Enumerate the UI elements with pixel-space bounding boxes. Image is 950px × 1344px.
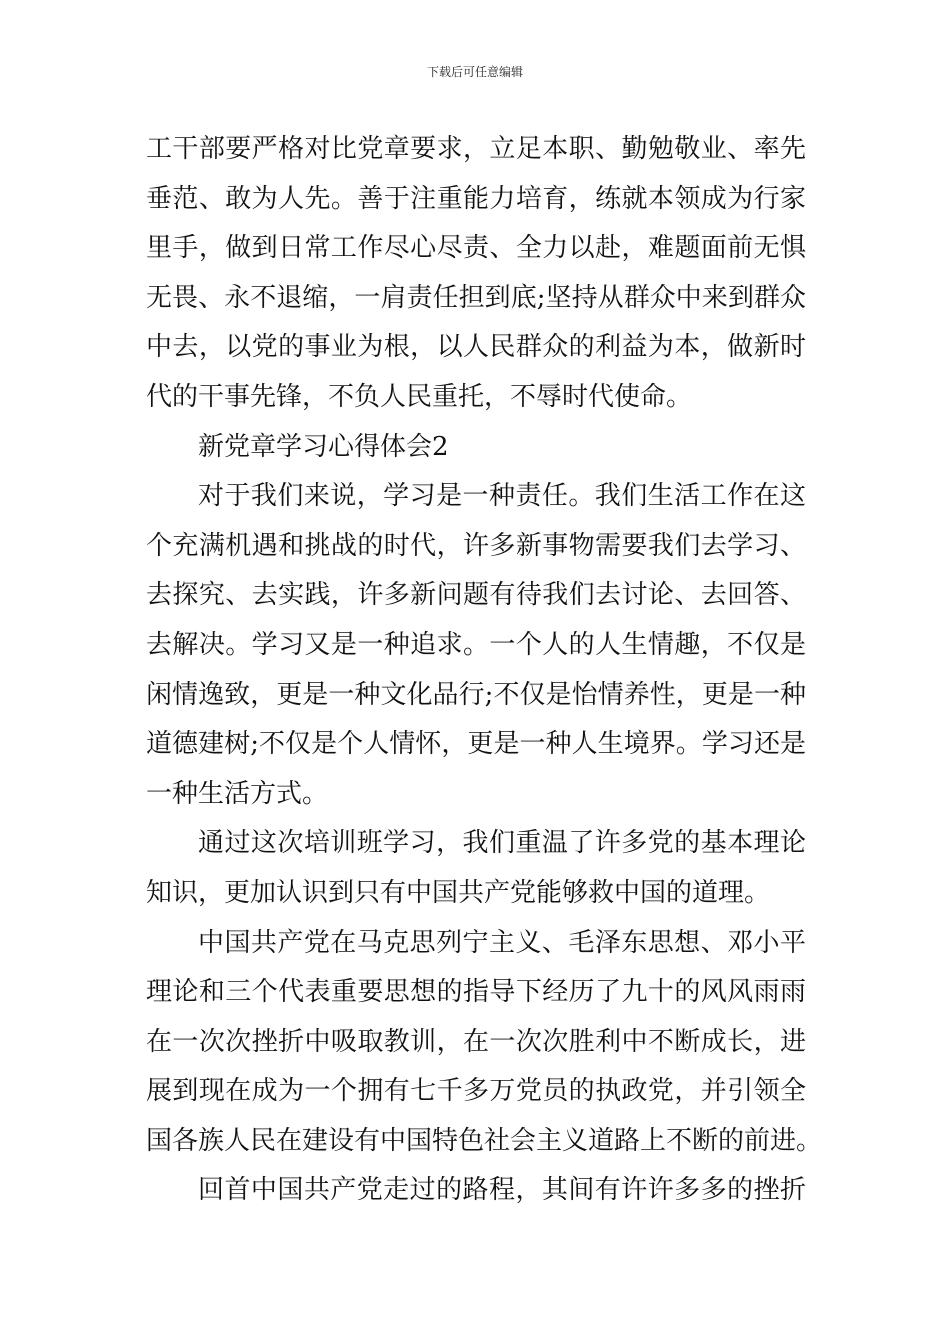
text-line: 回首中国共产党走过的路程，其间有许许多多的挫折 (198, 1175, 806, 1206)
text-line: 闲情逸致，更是一种文化品行;不仅是怡情养性，更是一种 (146, 679, 806, 710)
text-line: 垂范、敢为人先。善于注重能力培育，练就本领成为行家 (146, 183, 806, 214)
text-line: 里手，做到日常工作尽心尽责、全力以赴，难题面前无惧 (146, 233, 806, 264)
text-line: 知识，更加认识到只有中国共产党能够救中国的道理。 (146, 877, 771, 908)
page-header-note: 下载后可任意编辑 (426, 65, 523, 79)
text-line: 对于我们来说，学习是一种责任。我们生活工作在这 (198, 481, 806, 512)
document-body (146, 125, 823, 1216)
text-line: 通过这次培训班学习，我们重温了许多党的基本理论 (198, 828, 806, 859)
text-line: 去解决。学习又是一种追求。一个人的人生情趣，不仅是 (146, 629, 806, 660)
section-heading: 新党章学习心得体会2 (198, 431, 449, 462)
text-line: 国各族人民在建设有中国特色社会主义道路上不断的前进。 (146, 1125, 823, 1156)
text-line: 理论和三个代表重要思想的指导下经历了九十的风风雨雨 (146, 977, 806, 1008)
text-line: 一种生活方式。 (146, 778, 329, 809)
text-line: 在一次次挫折中吸取教训，在一次次胜利中不断成长，进 (146, 1026, 806, 1057)
text-line: 道德建树;不仅是个人情怀，更是一种人生境界。学习还是 (146, 729, 806, 760)
text-line: 工干部要严格对比党章要求，立足本职、勤勉敬业、率先 (146, 134, 806, 164)
text-line: 个充满机遇和挑战的时代，许多新事物需要我们去学习、 (146, 530, 806, 561)
text-line: 展到现在成为一个拥有七千多万党员的执政党，并引领全 (146, 1076, 806, 1107)
text-line: 代的干事先锋，不负人民重托，不辱时代使命。 (146, 381, 693, 412)
text-line: 无畏、永不退缩，一肩责任担到底;坚持从群众中来到群众 (146, 282, 806, 313)
text-line: 中去，以党的事业为根，以人民群众的利益为本，做新时 (146, 332, 806, 363)
text-line: 去探究、去实践，许多新问题有待我们去讨论、去回答、 (146, 580, 806, 611)
text-line: 中国共产党在马克思列宁主义、毛泽东思想、邓小平 (198, 927, 806, 958)
